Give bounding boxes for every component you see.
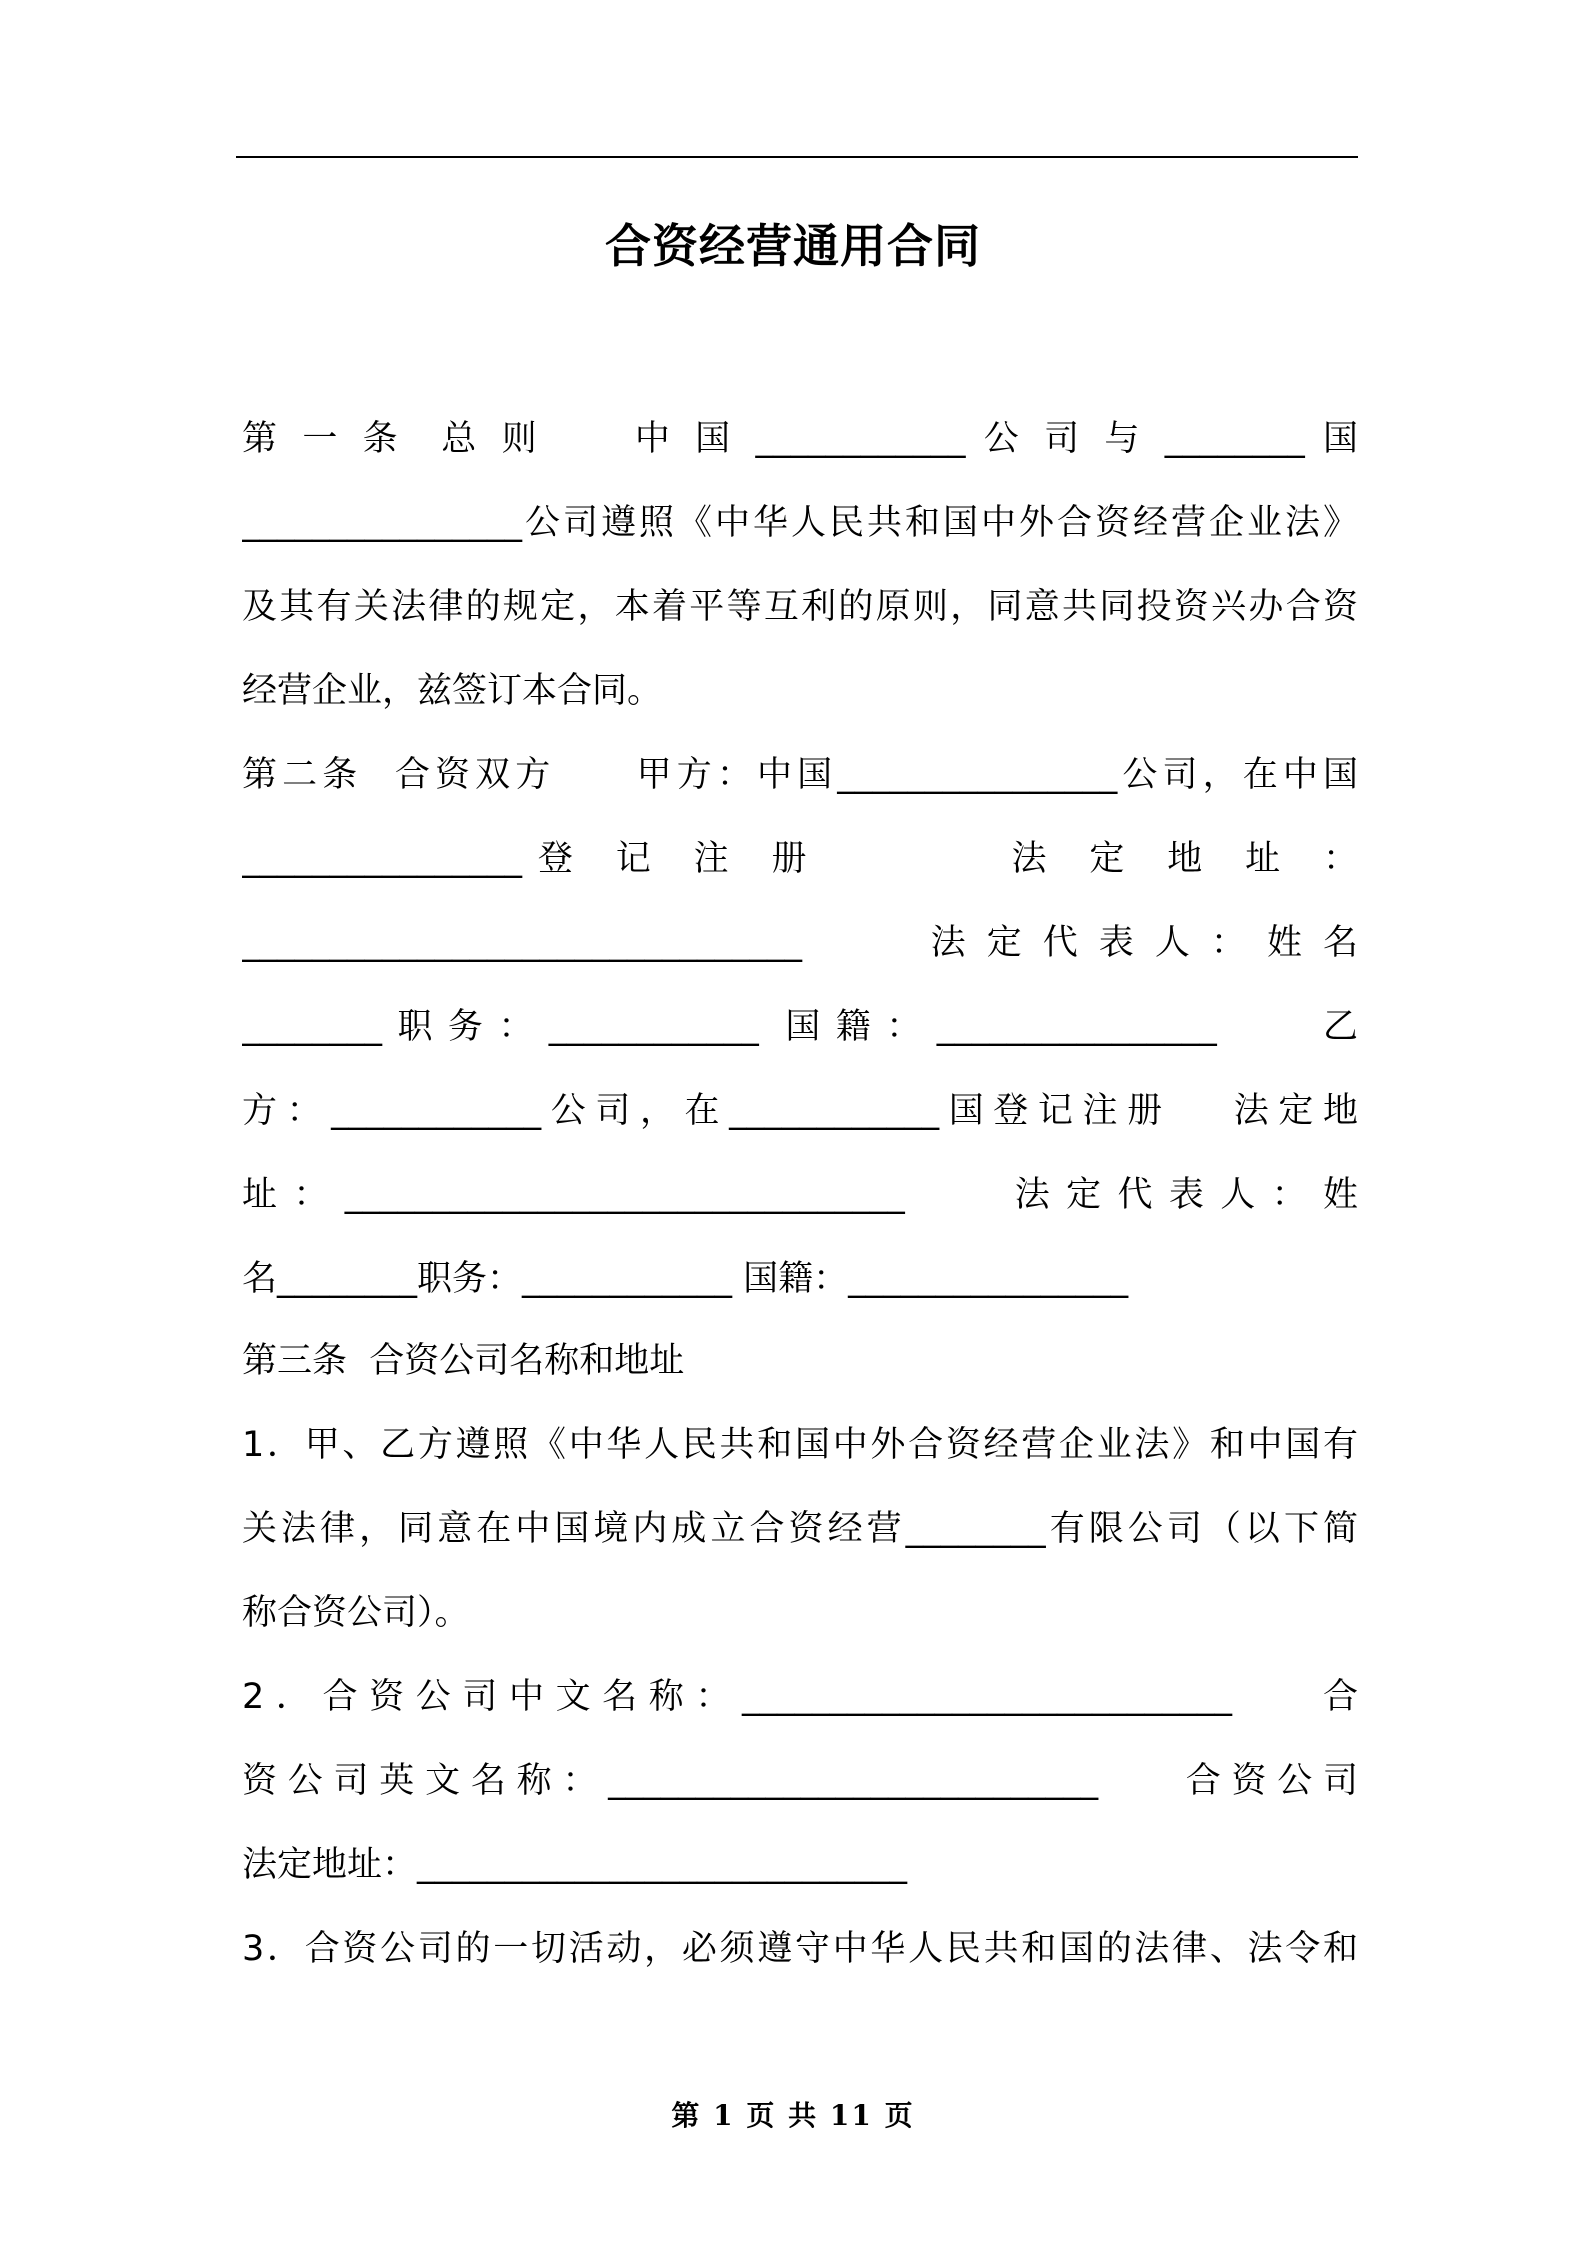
body-line: 1．甲、乙方遵照《中华人民共和国中外合资经营企业法》和中国有 — [242, 1425, 1358, 1465]
body-line: 经营企业，兹签订本合同。 — [242, 671, 663, 711]
header-rule — [236, 156, 1358, 158]
body-line: 第 一 条 总 则 中 国 ____________ 公 司 与 ________ 国 — [242, 419, 1358, 459]
body-line: 方：____________公司，在____________国登记注册 法定地 — [242, 1091, 1358, 1131]
body-line: 法定地址：____________________________ — [242, 1845, 908, 1885]
body-line: 称合资公司）。 — [242, 1593, 470, 1633]
body-line: 3．合资公司的一切活动，必须遵守中华人民共和国的法律、法令和 — [242, 1929, 1358, 1969]
body-line: 2．合资公司中文名称：____________________________ 合 — [242, 1677, 1358, 1717]
document-title: 合资经营通用合同 — [605, 219, 981, 273]
page-number: 第 1 页 共 11 页 — [671, 2099, 915, 2132]
section-heading: 第三条 合资公司名称和地址 — [242, 1341, 685, 1381]
body-line: ________________公司遵照《中华人民共和国中外合资经营企业法》 — [242, 503, 1358, 543]
body-line: 第二条 合资双方 甲方：中国________________公司，在中国 — [242, 755, 1358, 795]
body-line: 及其有关法律的规定，本着平等互利的原则，同意共同投资兴办合资 — [242, 587, 1358, 627]
body-line: 关法律，同意在中国境内成立合资经营________有限公司（以下简 — [242, 1509, 1358, 1549]
body-line: ________________登 记 注 册 法 定 地 址 ： — [242, 839, 1358, 879]
body-line: 名________职务：____________ 国籍：________________ — [242, 1259, 1129, 1299]
body-line: ________________________________ 法定代表人：姓名 — [242, 923, 1358, 963]
body-line: ________职务：____________ 国籍：________________ 乙 — [242, 1007, 1358, 1047]
body-line: 资公司英文名称：____________________________ 合资公司 — [242, 1761, 1358, 1801]
body-line: 址：________________________________ 法定代表人：姓 — [242, 1175, 1358, 1215]
